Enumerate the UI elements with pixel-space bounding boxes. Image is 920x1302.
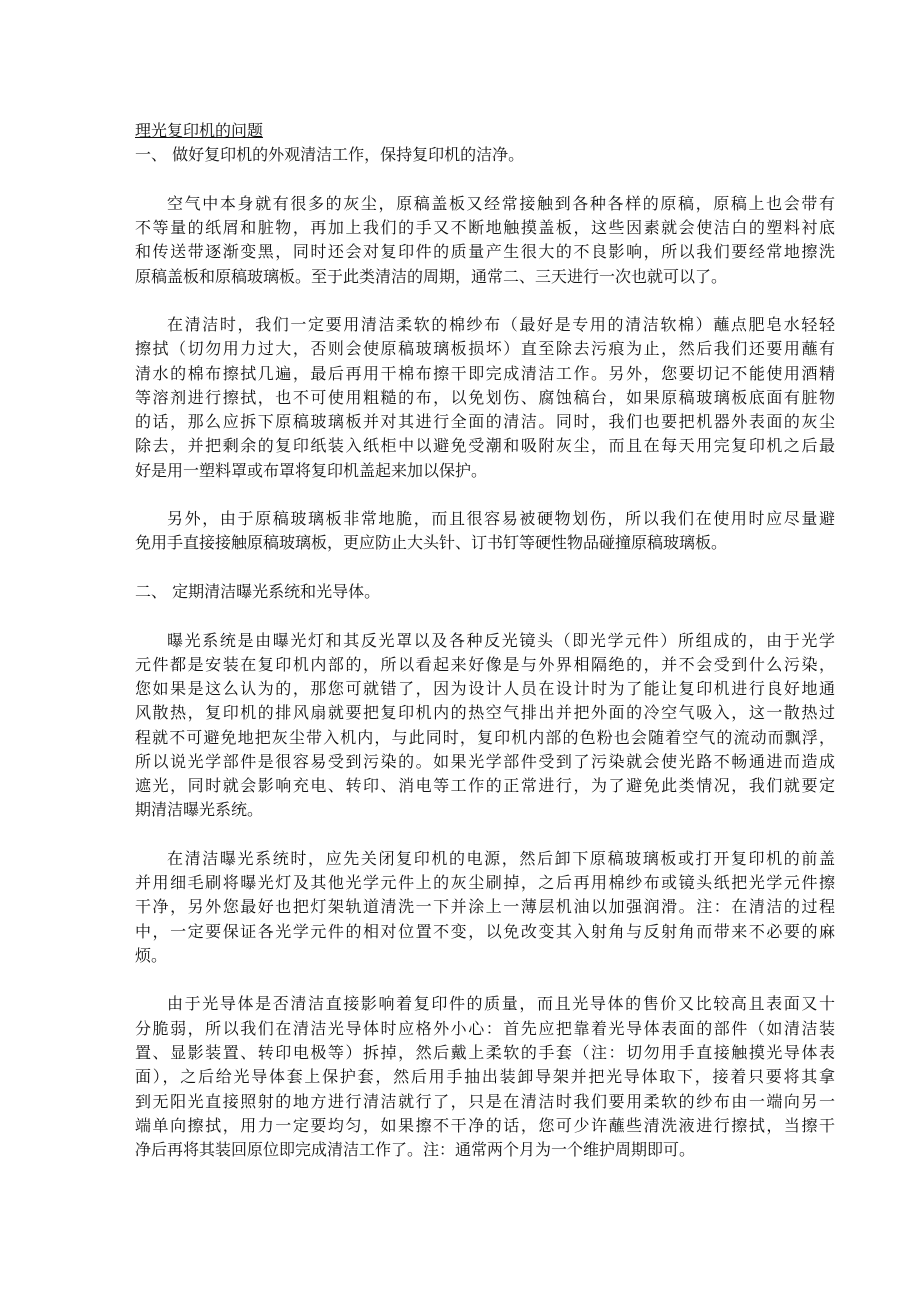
text-line: 在清洁曝光系统时，应先关闭复印机的电源，然后卸下原稿玻璃板或打开复印机的前盖 — [167, 848, 835, 868]
text-line: 的话，那么应拆下原稿玻璃板并对其进行全面的清洁。同时，我们也要把机器外表面的灰尘 — [135, 412, 835, 432]
text-line: 风散热，复印机的排风扇就要把复印机内的热空气排出并把外面的冷空气吸入，这一散热过 — [135, 703, 835, 723]
text-line: 置、显影装置、转印电极等）拆掉，然后戴上柔软的手套（注：切勿用手直接触摸光导体表 — [135, 1042, 835, 1062]
text-line: 在清洁时，我们一定要用清洁柔软的棉纱布（最好是专用的清洁软棉）蘸点肥皂水轻轻 — [167, 315, 835, 335]
blank-line — [135, 604, 835, 628]
text-line: 程就不可避免地把灰尘带入机内，与此同时，复印机内部的色粉也会随着空气的流动而飘浮， — [135, 727, 835, 747]
blank-line — [135, 556, 835, 580]
text-line: 遮光，同时就会影响充电、转印、消电等工作的正常进行，为了避免此类情况，我们就要定 — [135, 776, 835, 796]
section-heading: 一、 做好复印机的外观清洁工作，保持复印机的洁净。 — [135, 145, 525, 165]
text-line: 擦拭（切勿用力过大，否则会使原稿玻璃板损坏）直至除去污痕为止，然后我们还要用蘸有 — [135, 339, 835, 359]
text-line: 不等量的纸屑和脏物，再加上我们的手又不断地触摸盖板，这些因素就会使洁白的塑料衬底 — [135, 218, 835, 238]
text-line: 端单向擦拭，用力一定要均匀，如果擦不干净的话，您可少许蘸些清洗液进行擦拭，当擦干 — [135, 1115, 835, 1135]
text-line: 您如果是这么认为的，那您可就错了，因为设计人员在设计时为了能让复印机进行良好地通 — [135, 679, 835, 699]
blank-line — [135, 823, 835, 847]
text-line: 分脆弱，所以我们在清洁光导体时应格外小心：首先应把靠着光导体表面的部件（如清洁装 — [135, 1018, 835, 1038]
text-line: 元件都是安装在复印机内部的，所以看起来好像是与外界相隔绝的，并不会受到什么污染， — [135, 654, 835, 674]
paragraph — [135, 629, 835, 823]
blank-line — [135, 968, 835, 992]
text-line: 面），之后给光导体套上保护套，然后用手抽出装卸导架并把光导体取下，接着只要将其拿 — [135, 1067, 835, 1087]
text-line: 所以说光学部件是很容易受到污染的。如果光学部件受到了污染就会使光路不畅通进而造成 — [135, 751, 835, 771]
text-line: 由于光导体是否清洁直接影响着复印件的质量，而且光导体的售价又比较高且表面又十 — [167, 994, 835, 1014]
section-heading: 二、 定期清洁曝光系统和光导体。 — [135, 581, 381, 601]
text-line: 净后再将其装回原位即完成清洁工作了。注：通常两个月为一个维护周期即可。 — [135, 1140, 696, 1160]
text-line: 干净，另外您最好也把灯架轨道清洗一下并涂上一薄层机油以加强润滑。注：在清洁的过程 — [135, 897, 835, 917]
text-line: 原稿盖板和原稿玻璃板。至于此类清洁的周期，通常二、三天进行一次也就可以了。 — [135, 266, 728, 286]
text-line: 到无阳光直接照射的地方进行清洁就行了，只是在清洁时我们要用柔软的纱布由一端向另一 — [135, 1091, 835, 1111]
text-line: 中，一定要保证各光学元件的相对位置不变，以免改变其入射角与反射角而带来不必要的麻 — [135, 921, 835, 941]
text-line: 烦。 — [135, 945, 168, 965]
paragraph — [135, 847, 835, 968]
text-line: 曝光系统是由曝光灯和其反光罩以及各种反光镜头（即光学元件）所组成的，由于光学 — [167, 630, 835, 650]
text-line: 和传送带逐渐变黑，同时还会对复印件的质量产生很大的不良影响，所以我们要经常地擦洗 — [135, 242, 835, 262]
text-line: 除去，并把剩余的复印纸装入纸柜中以避免受潮和吸附灰尘，而且在每天用完复印机之后最 — [135, 436, 835, 456]
text-line: 空气中本身就有很多的灰尘，原稿盖板又经常接触到各种各样的原稿，原稿上也会带有 — [167, 193, 835, 213]
paragraph — [135, 192, 835, 289]
text-line: 等溶剂进行擦拭，也不可使用粗糙的布，以免划伤、腐蚀稿台，如果原稿玻璃板底面有脏物 — [135, 387, 835, 407]
blank-line — [135, 289, 835, 313]
paragraph — [135, 507, 835, 556]
paragraph — [135, 992, 835, 1162]
blank-line — [135, 168, 835, 192]
document-title: 理光复印机的问题 — [135, 121, 264, 140]
text-line: 另外，由于原稿玻璃板非常地脆，而且很容易被硬物划伤，所以我们在使用时应尽量避 — [167, 509, 835, 529]
text-line: 清水的棉布擦拭几遍，最后再用干棉布擦干即完成清洁工作。另外，您要切记不能使用酒精 — [135, 363, 835, 383]
blank-line — [135, 483, 835, 507]
text-line: 并用细毛刷将曝光灯及其他光学元件上的灰尘刷掉，之后再用棉纱布或镜头纸把光学元件擦 — [135, 873, 835, 893]
document-body — [135, 119, 835, 1162]
text-line: 期清洁曝光系统。 — [135, 800, 264, 820]
text-line: 免用手直接接触原稿玻璃板，更应防止大头针、订书钉等硬性物品碰撞原稿玻璃板。 — [135, 533, 728, 553]
paragraph — [135, 313, 835, 483]
text-line: 好是用一塑料罩或布罩将复印机盖起来加以保护。 — [135, 460, 488, 480]
